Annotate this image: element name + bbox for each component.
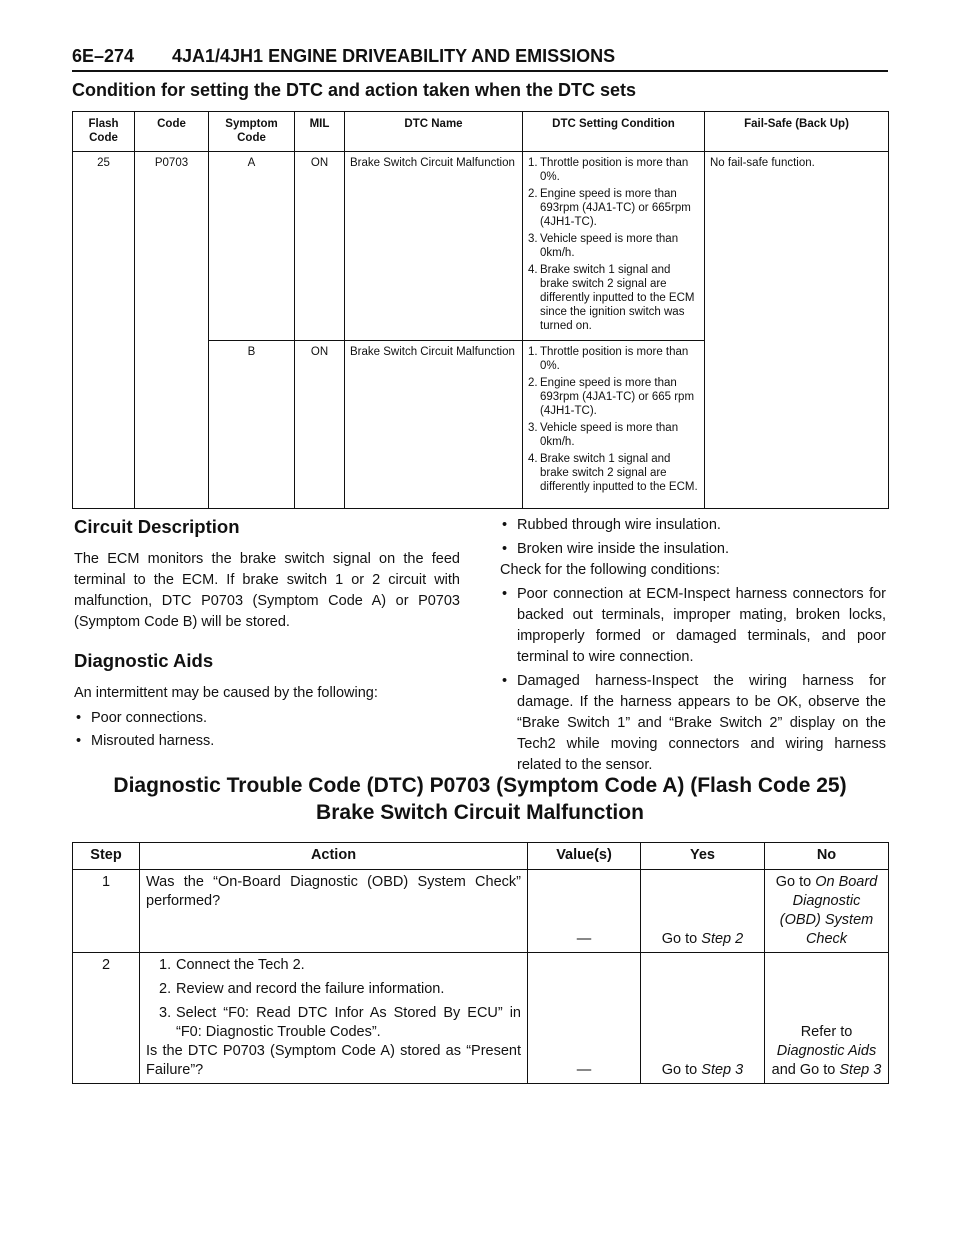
- condition-item: 4. Brake switch 1 signal and brake switch 2 signal are differently inputted to the ECM.: [528, 453, 698, 493]
- condition-item: 2. Engine speed is more than 693rpm (4JA1-TC) or 665rpm (4JH1-TC).: [528, 188, 691, 228]
- step-no: Refer to Diagnostic Aids and Go to Step 3: [765, 953, 889, 1084]
- table-header-row: [73, 843, 889, 870]
- action-item: 1. Connect the Tech 2.: [159, 957, 305, 973]
- right-column: [500, 515, 886, 778]
- diagnostic-step-table: [72, 842, 889, 1084]
- diagnostic-aids-heading: Diagnostic Aids: [74, 650, 214, 671]
- action-item: 3. Select “F0: Read DTC Infor As Stored By ECU” in “F0: Diagnostic Trouble Codes”.: [159, 1005, 521, 1040]
- list-item: • Broken wire inside the insulation.: [502, 541, 729, 557]
- dtc-title-line2: Brake Switch Circuit Malfunction: [316, 801, 644, 824]
- step-yes: Go to Step 2: [641, 870, 765, 953]
- list-item: • Poor connection at ECM-Inspect harness connectors for backed out terminals, improper mating, broken locks, improperly formed or damaged terminals, and poor terminal to wire connection.: [502, 586, 886, 665]
- page-number: 6E–274: [72, 46, 135, 66]
- setting-condition-cell: [523, 341, 705, 509]
- obd-check-link[interactable]: On Board Diagnostic (OBD) System Check: [779, 874, 878, 947]
- step-link[interactable]: Step 3: [701, 1062, 744, 1078]
- diagnostic-aids-link[interactable]: Diagnostic Aids: [776, 1043, 877, 1059]
- col-header: Fail-Safe (Back Up): [705, 112, 889, 152]
- table-row: [73, 953, 889, 1084]
- col-header: Symptom Code: [209, 112, 295, 152]
- table-header-row: [73, 112, 889, 152]
- step-value: —: [528, 953, 641, 1084]
- col-header: DTC Setting Condition: [523, 112, 705, 152]
- dtc-name-cell: Brake Switch Circuit Malfunction: [345, 341, 523, 509]
- col-header: DTC Name: [345, 112, 523, 152]
- col-header: No: [765, 843, 889, 870]
- flash-code-cell: 25: [73, 152, 135, 509]
- condition-item: 3. Vehicle speed is more than 0km/h.: [528, 233, 679, 259]
- col-header: Yes: [641, 843, 765, 870]
- circuit-description-text: The ECM monitors the brake switch signal on the feed terminal to the ECM. If brake switch 1 or 2 circuit with malfunction, DTC P0703 (Symptom Code A) or P0703 (Symptom Code B) will be stored.: [74, 551, 460, 630]
- step-value: —: [528, 870, 641, 953]
- table-row: [73, 870, 889, 953]
- condition-item: 1. Throttle position is more than 0%.: [528, 346, 689, 372]
- dtc-title-line1: Diagnostic Trouble Code (DTC) P0703 (Symptom Code A) (Flash Code 25): [113, 774, 847, 797]
- dtc-name-cell: Brake Switch Circuit Malfunction: [345, 152, 523, 341]
- condition-item: 3. Vehicle speed is more than 0km/h.: [528, 422, 679, 448]
- check-intro: Check for the following conditions:: [500, 562, 721, 578]
- table-row: [73, 152, 889, 341]
- list-item: • Poor connections.: [76, 710, 208, 726]
- page-header: [72, 44, 888, 72]
- symptom-cell: A: [209, 152, 295, 341]
- col-header: Value(s): [528, 843, 641, 870]
- step-action: [140, 953, 528, 1084]
- col-header: Action: [140, 843, 528, 870]
- circuit-description-heading: Circuit Description: [74, 516, 240, 537]
- step-no: Go to On Board Diagnostic (OBD) System Check: [765, 870, 889, 953]
- condition-item: 2. Engine speed is more than 693rpm (4JA1-TC) or 665 rpm (4JH1-TC).: [528, 377, 695, 417]
- setting-condition-cell: [523, 152, 705, 341]
- code-cell: P0703: [135, 152, 209, 509]
- list-item: • Misrouted harness.: [76, 733, 215, 749]
- col-header: Step: [73, 843, 140, 870]
- step-link[interactable]: Step 3: [839, 1062, 882, 1078]
- dtc-condition-table: [72, 111, 889, 509]
- mil-cell: ON: [295, 152, 345, 341]
- chapter-title: 4JA1/4JH1 ENGINE DRIVEABILITY AND EMISSIONS: [172, 46, 616, 66]
- symptom-cell: B: [209, 341, 295, 509]
- list-item: • Rubbed through wire insulation.: [502, 517, 721, 533]
- step-yes: Go to Step 3: [641, 953, 765, 1084]
- left-column: [74, 515, 460, 754]
- col-header: Flash Code: [73, 112, 135, 152]
- mil-cell: ON: [295, 341, 345, 509]
- fail-safe-cell: No fail-safe function.: [705, 152, 889, 509]
- list-item: • Damaged harness-Inspect the wiring harness for damage. If the harness appears to be OK, observe the “Brake Switch 1” and “Brake Switch 2” display on the Tech2 while moving connectors and wiring harness related to the sensor.: [502, 673, 886, 773]
- step-number: 2: [73, 953, 140, 1084]
- diagnostic-aids-intro: An intermittent may be caused by the following:: [74, 685, 378, 701]
- step-link[interactable]: Step 2: [701, 931, 744, 947]
- col-header: Code: [135, 112, 209, 152]
- condition-item: 4. Brake switch 1 signal and brake switch 2 signal are differently inputted to the ECM since the ignition switch was turned on.: [528, 264, 695, 332]
- condition-item: 1. Throttle position is more than 0%.: [528, 157, 689, 183]
- dtc-title: [72, 772, 888, 826]
- step-question: Is the DTC P0703 (Symptom Code A) stored as “Present Failure”?: [146, 1043, 521, 1078]
- action-item: 2. Review and record the failure information.: [159, 981, 445, 997]
- col-header: MIL: [295, 112, 345, 152]
- step-action: Was the “On-Board Diagnostic (OBD) System Check” performed?: [140, 870, 528, 953]
- condition-heading: Condition for setting the DTC and action taken when the DTC sets: [72, 80, 637, 100]
- step-number: 1: [73, 870, 140, 953]
